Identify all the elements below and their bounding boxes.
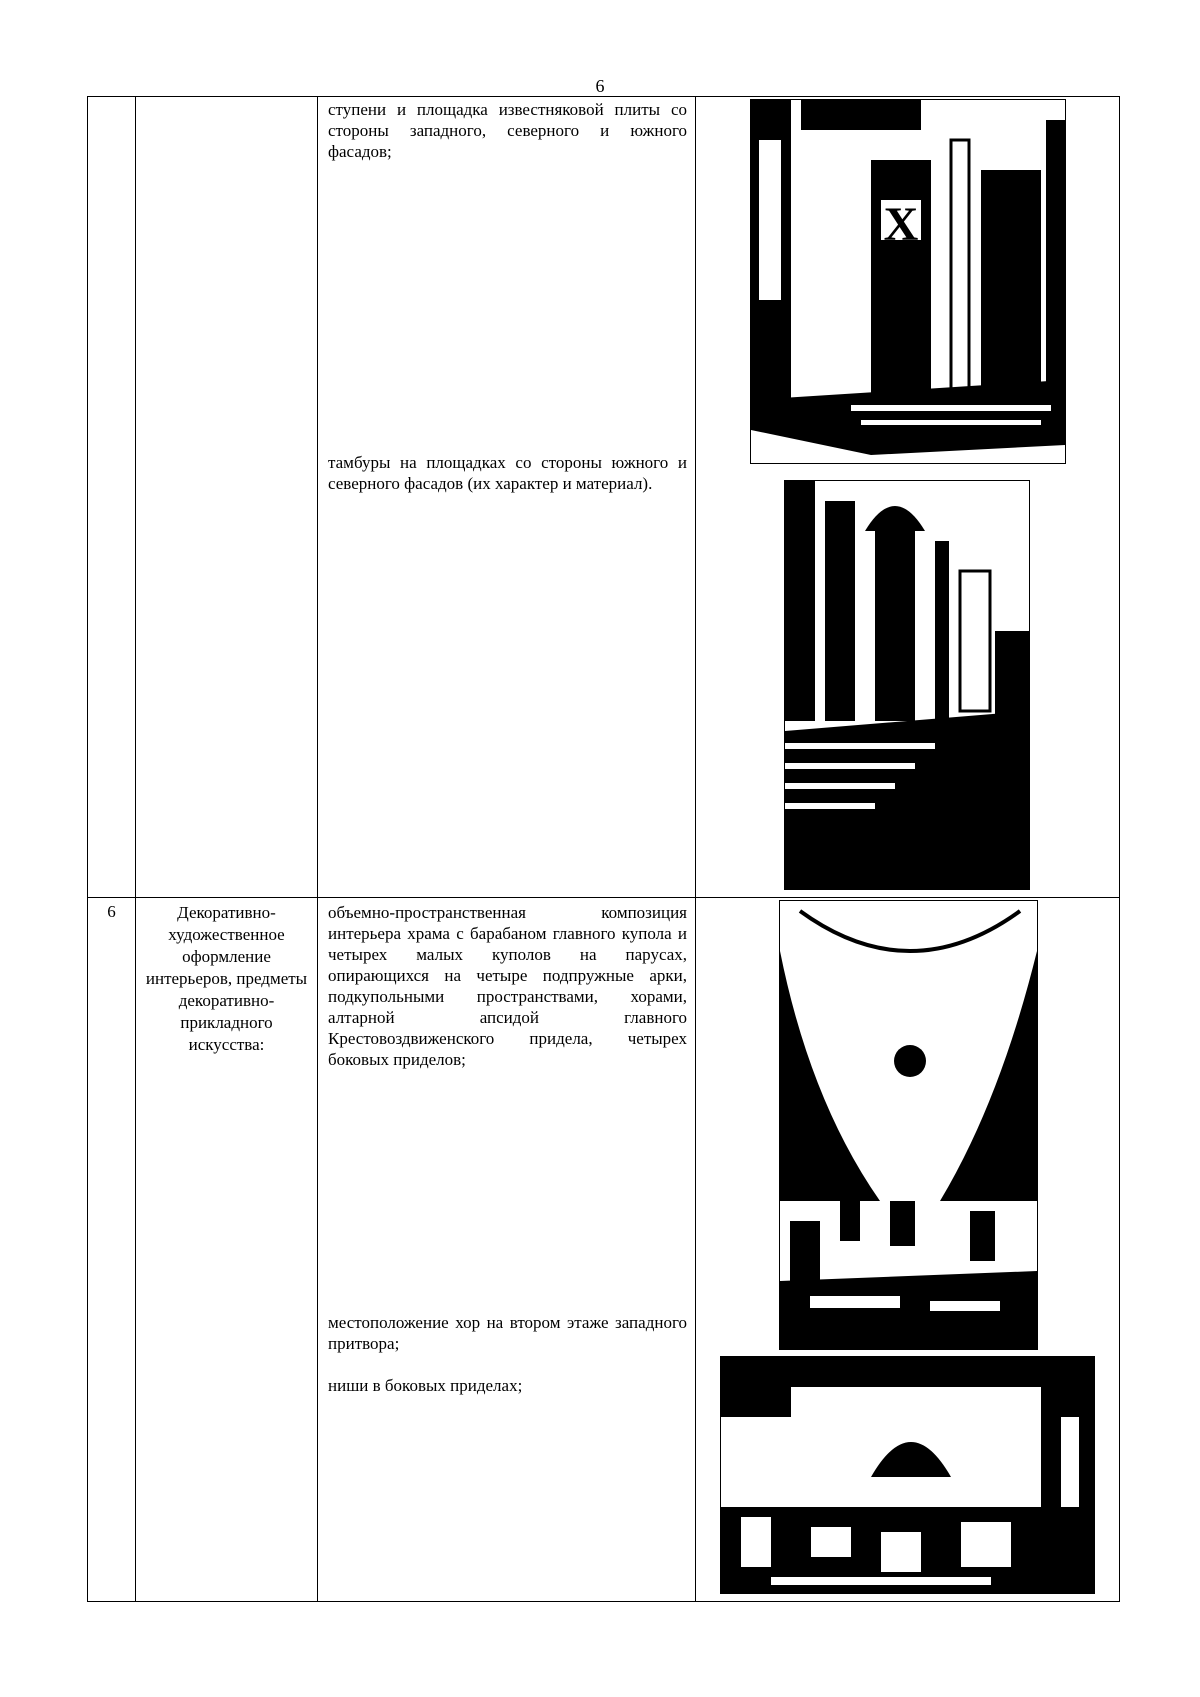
- row-number: [88, 97, 136, 898]
- photo-cell: [696, 898, 1120, 1602]
- item-niches: ниши в боковых приделах;: [328, 1376, 523, 1395]
- item-composition: объемно-пространственная композиция интерьера храма с барабаном главного купола и четырех малых куполов на парусах, опирающихся на четыре подпружные арки, подкупольными пространствами, хорами, алтарной апсидой главного Крестовоздвиженского придела, четырех боковых приделов;: [328, 903, 687, 1069]
- photo-label: X: [883, 198, 919, 251]
- row-category: Декоративно-художественное оформление интерьеров, предметы декоративно-прикладного искусства:: [136, 898, 318, 1602]
- row-category: [136, 97, 318, 898]
- photo-interior-dome: [779, 900, 1038, 1350]
- table-row: [88, 898, 1120, 1602]
- row-number: 6: [88, 898, 136, 1602]
- item-choirs: местоположение хор на втором этаже западного притвора;: [328, 1313, 687, 1353]
- photo-cell: [696, 97, 1120, 898]
- protected-features-table: [87, 96, 1120, 1602]
- photo-south-vestibule: [784, 480, 1030, 890]
- item-steps: ступени и площадка известняковой плиты со стороны западного, северного и южного фасадов;: [328, 100, 687, 161]
- page-number: 6: [595, 76, 605, 96]
- table-row: [88, 97, 1120, 898]
- photo-interior-arch: [720, 1356, 1095, 1594]
- row-description: [318, 97, 696, 898]
- row-description: [318, 898, 696, 1602]
- photo-facade-steps: [750, 99, 1066, 464]
- item-vestibules: тамбуры на площадках со стороны южного и северного фасадов (их характер и материал).: [328, 453, 687, 493]
